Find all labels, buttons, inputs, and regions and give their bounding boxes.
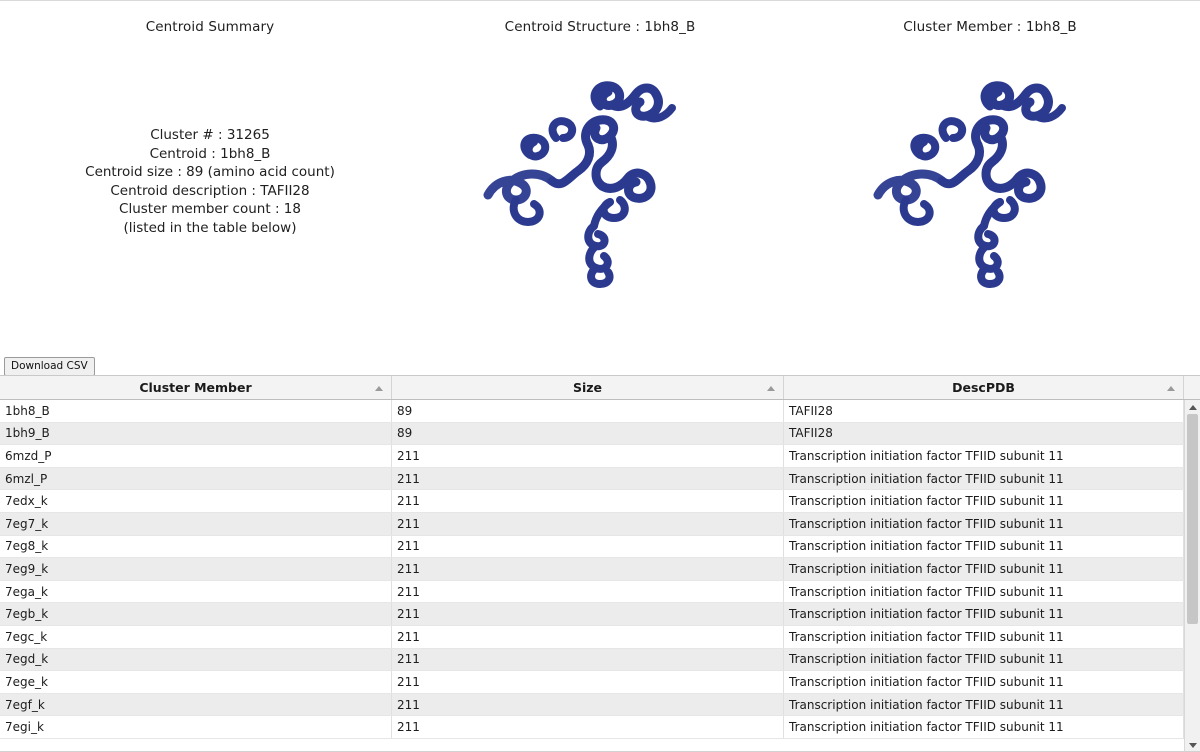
scroll-up-button[interactable]: [1185, 400, 1200, 414]
summary-line-centroid-description: Centroid description : TAFII28: [110, 182, 310, 199]
table-cell: Transcription initiation factor TFIID subunit 11: [784, 536, 1184, 558]
table-cell: 7ega_k: [0, 581, 392, 603]
sort-ascending-icon[interactable]: [767, 386, 775, 391]
download-csv-button[interactable]: Download CSV: [4, 357, 95, 376]
table-cell: 211: [392, 558, 784, 580]
table-row[interactable]: [0, 671, 1200, 694]
table-cell: 211: [392, 581, 784, 603]
table-cell: 7egf_k: [0, 694, 392, 716]
cluster-member-panel[interactable]: [780, 0, 1200, 340]
table-cell: 89: [392, 423, 784, 445]
table-cell: Transcription initiation factor TFIID subunit 11: [784, 649, 1184, 671]
centroid-summary-title: Centroid Summary: [145, 19, 275, 35]
summary-line-centroid-size: Centroid size : 89 (amino acid count): [85, 164, 335, 180]
grid-header-row: [0, 376, 1200, 400]
protein-ribbon-icon: [470, 50, 730, 290]
table-row[interactable]: [0, 468, 1200, 491]
table-cell: Transcription initiation factor TFIID subunit 11: [784, 671, 1184, 693]
centroid-summary-text: [0, 126, 420, 237]
table-cell: 211: [392, 468, 784, 490]
table-cell: 7eg9_k: [0, 558, 392, 580]
table-cell: 7egc_k: [0, 626, 392, 648]
table-row[interactable]: [0, 536, 1200, 559]
centroid-structure-viewer[interactable]: [420, 50, 780, 310]
summary-line-member-count: Cluster member count : 18: [119, 201, 301, 217]
scroll-down-button[interactable]: [1185, 738, 1200, 752]
chevron-down-icon: [1189, 743, 1197, 748]
cluster-members-grid: [0, 375, 1200, 752]
table-row[interactable]: [0, 558, 1200, 581]
table-cell: 6mzd_P: [0, 445, 392, 467]
vertical-scrollbar[interactable]: [1184, 400, 1200, 752]
sort-ascending-icon[interactable]: [375, 386, 383, 391]
header-scrollbar-spacer: [1184, 376, 1200, 399]
table-cell: 211: [392, 694, 784, 716]
table-cell: Transcription initiation factor TFIID subunit 11: [784, 558, 1184, 580]
cluster-member-viewer[interactable]: [780, 50, 1200, 310]
table-cell: 211: [392, 626, 784, 648]
table-cell: 7egd_k: [0, 649, 392, 671]
table-cell: 1bh9_B: [0, 423, 392, 445]
table-row[interactable]: [0, 581, 1200, 604]
summary-line-cluster-number: Cluster # : 31265: [150, 127, 270, 143]
cluster-members-table-area: [0, 352, 1200, 752]
table-cell: Transcription initiation factor TFIID subunit 11: [784, 445, 1184, 467]
table-row[interactable]: [0, 400, 1200, 423]
table-cell: 211: [392, 649, 784, 671]
table-cell: 211: [392, 671, 784, 693]
table-cell: 211: [392, 490, 784, 512]
table-cell: 211: [392, 445, 784, 467]
chevron-up-icon: [1189, 405, 1197, 410]
column-header-label: DescPDB: [952, 380, 1015, 395]
table-cell: 7eg8_k: [0, 536, 392, 558]
sort-ascending-icon[interactable]: [1167, 386, 1175, 391]
table-cell: 7ege_k: [0, 671, 392, 693]
centroid-summary-panel: [0, 0, 420, 340]
table-cell: Transcription initiation factor TFIID subunit 11: [784, 513, 1184, 535]
column-header-label: Cluster Member: [139, 380, 252, 395]
panels-row: [0, 0, 1200, 340]
summary-line-note: (listed in the table below): [123, 219, 297, 236]
scrollbar-thumb[interactable]: [1187, 414, 1198, 624]
table-row[interactable]: [0, 626, 1200, 649]
column-header-label: Size: [572, 380, 603, 395]
grid-body[interactable]: [0, 400, 1200, 752]
table-cell: Transcription initiation factor TFIID subunit 11: [784, 468, 1184, 490]
column-header-size[interactable]: [392, 376, 784, 399]
table-cell: 7egi_k: [0, 716, 392, 738]
table-cell: Transcription initiation factor TFIID subunit 11: [784, 603, 1184, 625]
summary-line-centroid: Centroid : 1bh8_B: [149, 145, 271, 162]
table-cell: 211: [392, 536, 784, 558]
table-row[interactable]: [0, 490, 1200, 513]
protein-ribbon-icon: [860, 50, 1120, 290]
table-row[interactable]: [0, 445, 1200, 468]
table-cell: 211: [392, 603, 784, 625]
table-cell: Transcription initiation factor TFIID subunit 11: [784, 716, 1184, 738]
table-row[interactable]: [0, 513, 1200, 536]
table-cell: Transcription initiation factor TFIID subunit 11: [784, 581, 1184, 603]
table-row[interactable]: [0, 694, 1200, 717]
table-row[interactable]: [0, 649, 1200, 672]
table-cell: 6mzl_P: [0, 468, 392, 490]
cluster-member-title: Cluster Member : 1bh8_B: [903, 19, 1077, 35]
table-row[interactable]: [0, 603, 1200, 626]
column-header-cluster-member[interactable]: [0, 376, 392, 399]
table-cell: 211: [392, 716, 784, 738]
column-header-descpdb[interactable]: [784, 376, 1184, 399]
table-cell: Transcription initiation factor TFIID subunit 11: [784, 626, 1184, 648]
table-cell: Transcription initiation factor TFIID subunit 11: [784, 490, 1184, 512]
table-cell: TAFII28: [784, 400, 1184, 422]
table-cell: 7egb_k: [0, 603, 392, 625]
table-cell: 89: [392, 400, 784, 422]
table-cell: Transcription initiation factor TFIID subunit 11: [784, 694, 1184, 716]
table-row[interactable]: [0, 716, 1200, 739]
table-cell: 7eg7_k: [0, 513, 392, 535]
table-cell: 1bh8_B: [0, 400, 392, 422]
centroid-structure-panel[interactable]: [420, 0, 780, 340]
table-cell: 7edx_k: [0, 490, 392, 512]
table-cell: 211: [392, 513, 784, 535]
centroid-structure-title: Centroid Structure : 1bh8_B: [504, 19, 696, 35]
table-cell: TAFII28: [784, 423, 1184, 445]
table-row[interactable]: [0, 423, 1200, 446]
